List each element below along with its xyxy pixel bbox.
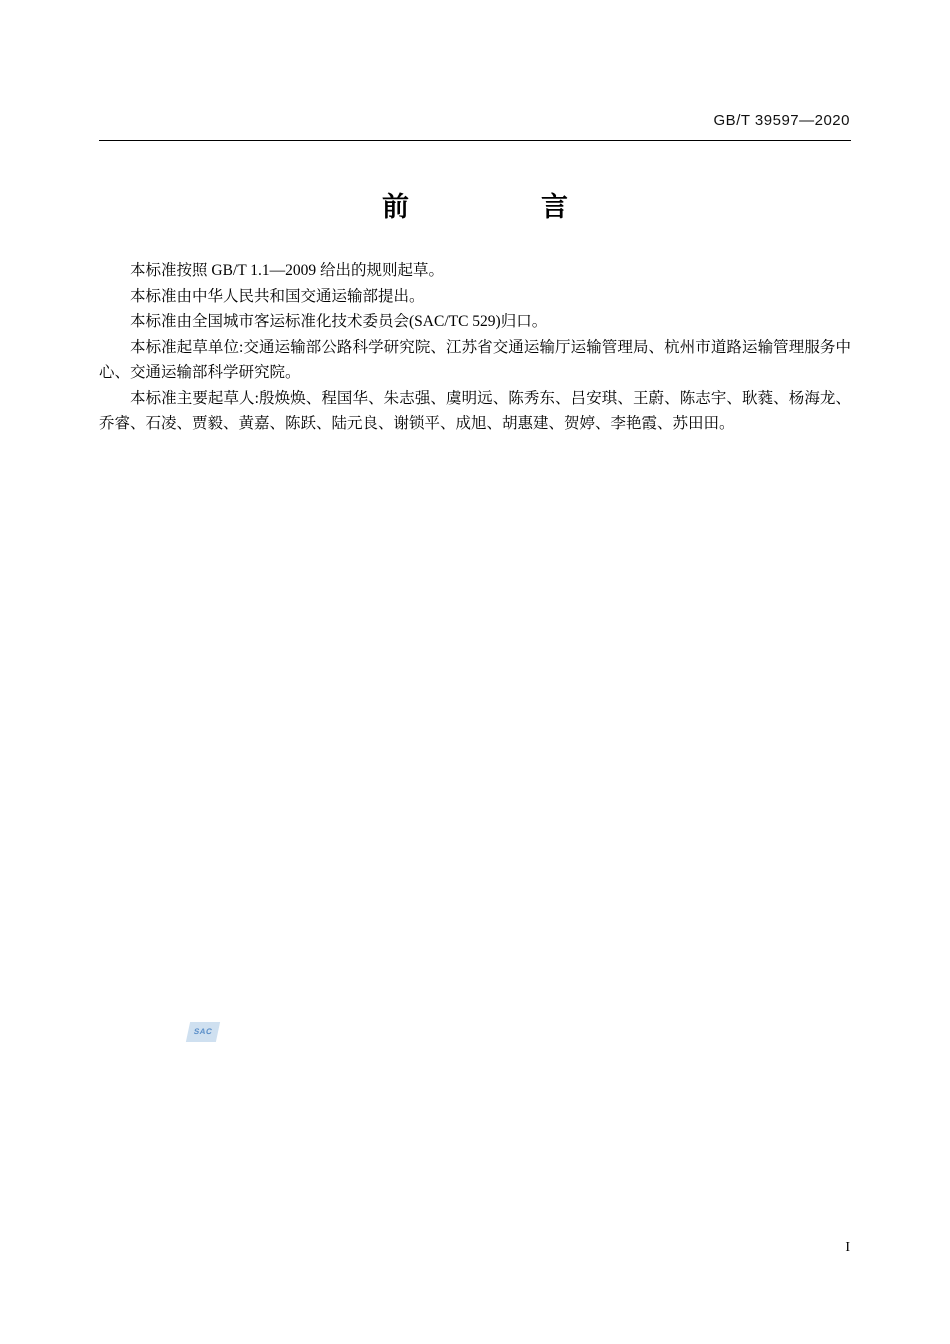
- paragraph: 本标准由中华人民共和国交通运输部提出。: [130, 287, 425, 305]
- page-number: I: [845, 1240, 850, 1255]
- page-header: [0, 112, 850, 129]
- header-rule: [99, 140, 851, 141]
- sac-watermark-logo: SAC: [186, 1022, 220, 1042]
- paragraph: 本标准主要起草人:殷焕焕、程国华、朱志强、虞明远、陈秀东、吕安琪、王蔚、陈志宇、耿蕤、杨海龙、乔睿、石凌、贾毅、黄嘉、陈跃、陆元良、谢锁平、成旭、胡惠建、贺婷、李艳霞、苏田田。: [99, 389, 851, 432]
- paragraph: 本标准按照 GB/T 1.1—2009 给出的规则起草。: [130, 262, 445, 279]
- page-title: 前 言: [382, 192, 594, 223]
- standard-code: GB/T 39597—2020: [713, 112, 850, 129]
- foreword-body: [99, 258, 851, 437]
- paragraph: 本标准起草单位:交通运输部公路科学研究院、江苏省交通运输厅运输管理局、杭州市道路运输管理服务中心、交通运输部科学研究院。: [99, 338, 851, 381]
- paragraph: 本标准由全国城市客运标准化技术委员会(SAC/TC 529)归口。: [130, 313, 548, 330]
